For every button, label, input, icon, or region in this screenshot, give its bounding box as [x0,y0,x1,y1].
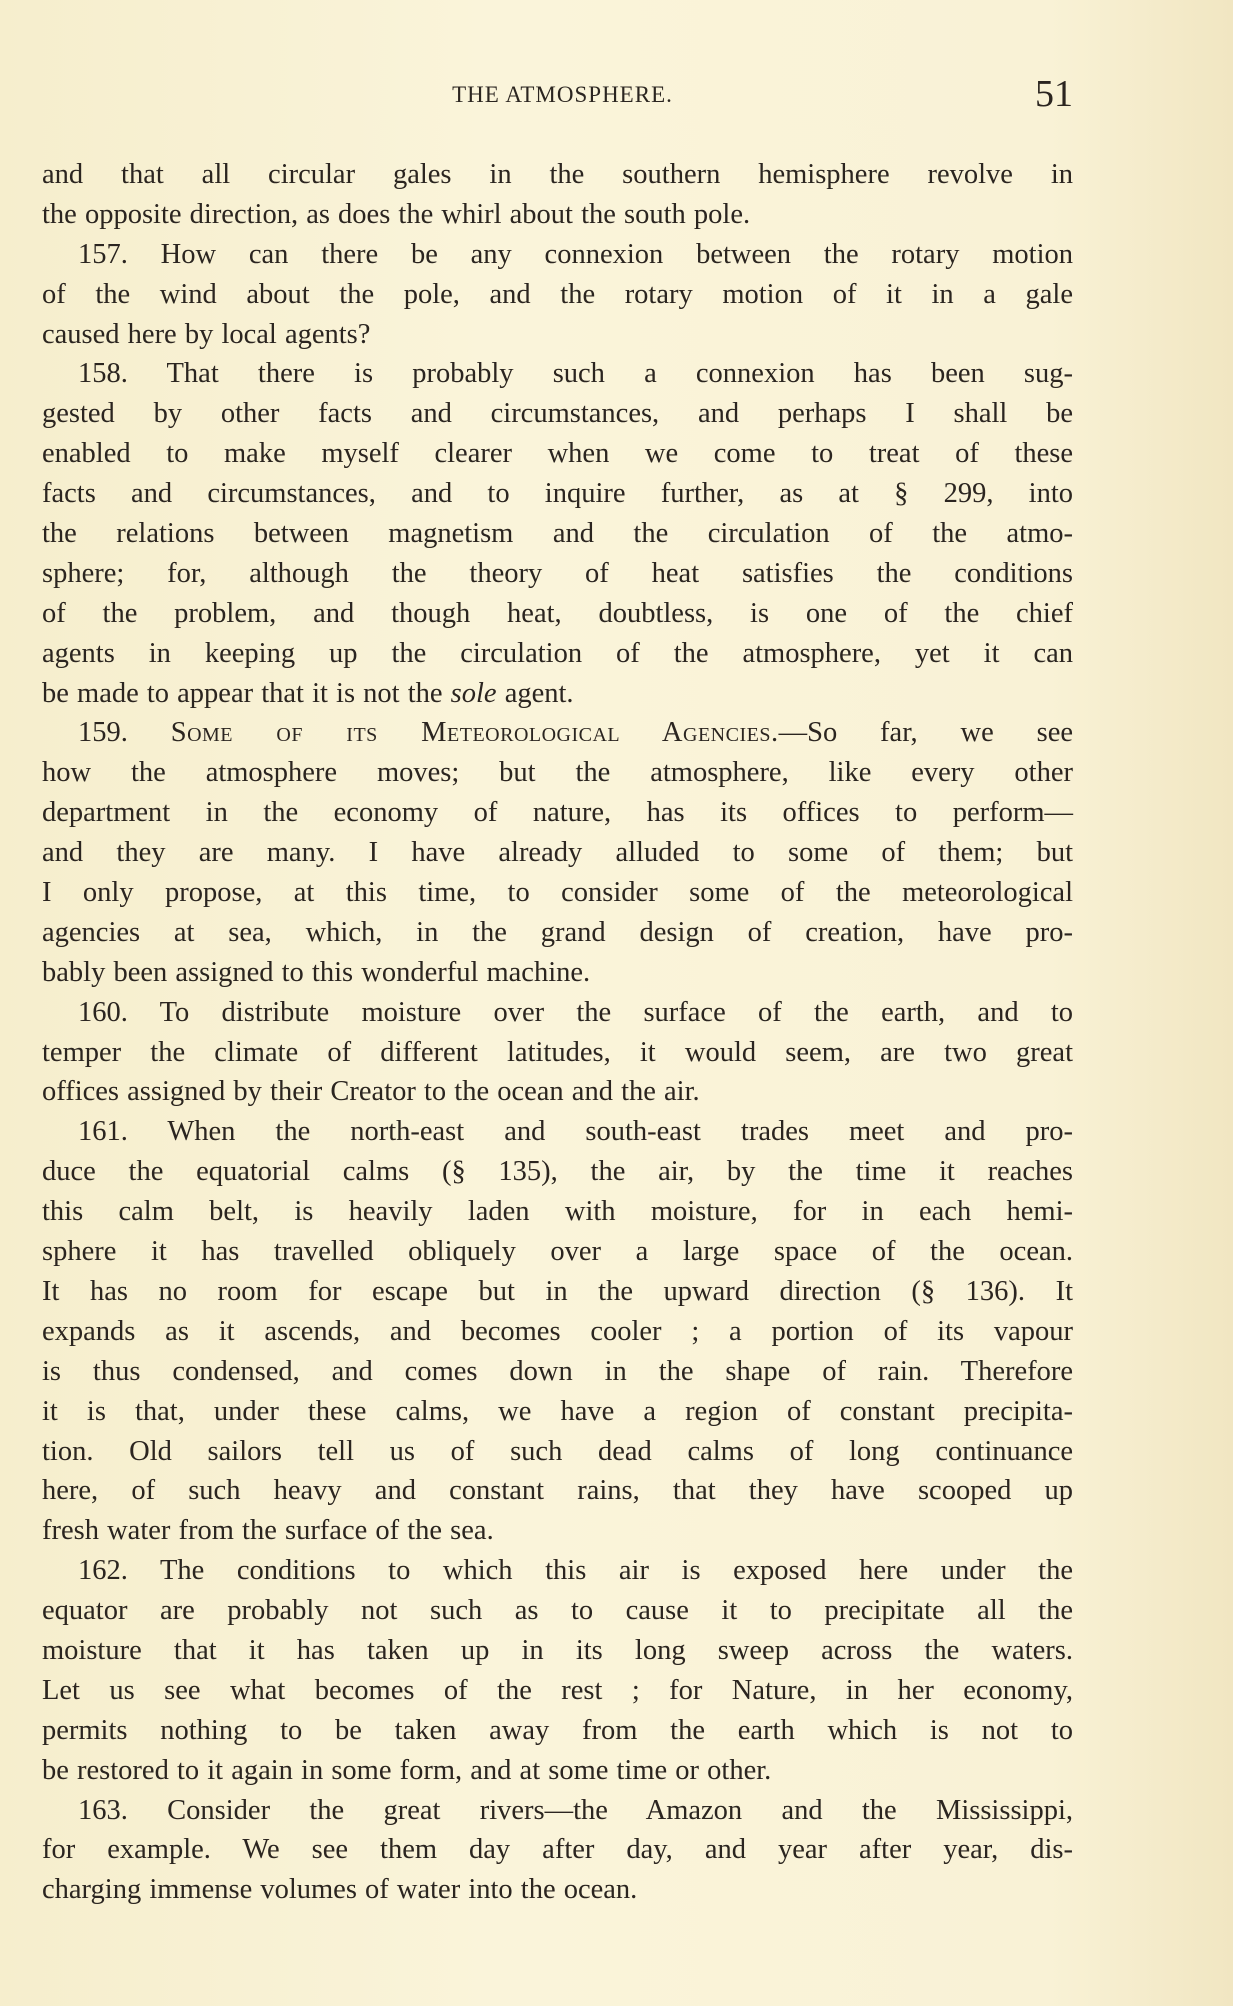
text-line [42,394,1073,434]
text-segment: of the wind about the pole, and the rotary motion of it in a gale [42,278,1073,310]
text-segment: the opposite direction, as does the whirl about the south pole. [42,198,751,230]
text-line [42,235,1073,275]
text-line [42,953,1073,993]
text-segment: offices assigned by their Creator to the ocean and the air. [42,1076,700,1108]
text-line [42,594,1073,634]
text-line [42,474,1073,514]
text-line [42,1352,1073,1392]
text-segment: 159. [78,717,171,749]
text-line [42,833,1073,873]
text-segment: moisture that it has taken up in its long sweep across the waters. [42,1634,1073,1666]
text-segment: temper the climate of different latitudes, it would seem, are two great [42,1036,1073,1068]
italic-text: sole [450,677,497,709]
text-line [42,275,1073,315]
text-segment: gested by other facts and circumstances, and perhaps I shall be [42,398,1073,430]
text-segment: here, of such heavy and constant rains, that they have scooped up [42,1475,1073,1507]
text-line [42,1791,1073,1831]
running-title: THE ATMOSPHERE. [452,82,673,107]
text-segment: and that all circular gales in the southern hemisphere revolve in [42,159,1073,190]
text-line [42,434,1073,474]
text-segment: 162. The conditions to which this air is exposed here under the [78,1555,1073,1587]
text-segment: facts and circumstances, and to inquire further, as at § 299, into [42,478,1073,510]
text-segment: enabled to make myself clearer when we come to treat of these [42,438,1073,470]
text-segment: for example. We see them day after day, and year after year, dis- [42,1834,1073,1866]
text-line [42,1112,1073,1152]
text-line [42,674,1073,714]
text-segment: 160. To distribute moisture over the surface of the earth, and to [78,996,1073,1028]
text-line [42,1392,1073,1432]
text-line [42,354,1073,394]
text-segment: caused here by local agents? [42,318,371,350]
text-segment: —So far, we see [778,717,1074,749]
text-segment: tion. Old sailors tell us of such dead calms of long continuance [42,1435,1073,1467]
text-segment: 158. That there is probably such a connexion has been sug- [78,358,1073,390]
text-segment: is thus condensed, and comes down in the shape of rain. Therefore [42,1355,1073,1387]
text-line [42,195,1073,235]
text-line [42,315,1073,355]
text-segment: fresh water from the surface of the sea. [42,1515,494,1547]
section-heading: Some of its Meteorological Agencies. [170,717,779,749]
text-segment: sphere it has travelled obliquely over a large space of the ocean. [42,1236,1073,1268]
text-line [42,1312,1073,1352]
text-line [42,873,1073,913]
text-segment: 163. Consider the great rivers—the Amazon and the Mississippi, [78,1794,1073,1826]
text-segment: it is that, under these calms, we have a region of constant precipita- [42,1395,1073,1427]
page-header [42,73,1073,115]
text-line [42,1870,1073,1910]
text-line [42,514,1073,554]
text-line [42,1591,1073,1631]
text-segment: bably been assigned to this wonderful machine. [42,956,591,988]
text-segment: agencies at sea, which, in the grand design of creation, have pro- [42,916,1073,948]
page-number: 51 [1035,73,1073,115]
text-line [42,1152,1073,1192]
text-line [42,753,1073,793]
text-segment: 161. When the north-east and south-east trades meet and pro- [78,1116,1073,1148]
text-segment: expands as it ascends, and becomes cooler ; a portion of its vapour [42,1315,1073,1347]
text-segment: how the atmosphere moves; but the atmosphere, like every other [42,757,1073,789]
text-segment: and they are many. I have already alluded to some of them; but [42,837,1073,869]
text-line [42,1471,1073,1511]
text-segment: be restored to it again in some form, and at some time or other. [42,1754,772,1786]
text-line [42,1192,1073,1232]
text-segment: agents in keeping up the circulation of the atmosphere, yet it can [42,637,1073,669]
text-line [42,1033,1073,1073]
text-line [42,1830,1073,1870]
text-segment: the relations between magnetism and the circulation of the atmo- [42,518,1073,550]
text-segment: It has no room for escape but in the upward direction (§ 136). It [42,1275,1073,1307]
text-line [42,1272,1073,1312]
text-segment: I only propose, at this time, to consider some of the meteorological [42,877,1073,909]
text-line [42,155,1073,195]
text-line [42,1072,1073,1112]
text-segment: 157. How can there be any connexion between the rotary motion [78,238,1073,270]
text-segment: agent. [496,677,574,709]
text-segment: of the problem, and though heat, doubtless, is one of the chief [42,597,1073,629]
text-line [42,1671,1073,1711]
text-segment: Let us see what becomes of the rest ; for Nature, in her economy, [42,1674,1073,1706]
text-segment: this calm belt, is heavily laden with moisture, for in each hemi- [42,1196,1073,1228]
text-line [42,713,1073,753]
text-segment: department in the economy of nature, has its offices to perform— [42,797,1073,829]
body-text [42,155,1073,1910]
text-segment: permits nothing to be taken away from the earth which is not to [42,1714,1073,1746]
text-line [42,913,1073,953]
text-line [42,634,1073,674]
text-segment: be made to appear that it is not the [42,677,451,709]
text-line [42,1232,1073,1272]
text-line [42,1551,1073,1591]
text-line [42,1631,1073,1671]
text-line [42,1711,1073,1751]
text-line [42,993,1073,1033]
text-segment: charging immense volumes of water into the ocean. [42,1874,638,1906]
text-line [42,1751,1073,1791]
text-line [42,793,1073,833]
text-segment: sphere; for, although the theory of heat satisfies the conditions [42,557,1073,589]
text-segment: duce the equatorial calms (§ 135), the air, by the time it reaches [42,1156,1073,1188]
text-segment: equator are probably not such as to cause it to precipitate all the [42,1595,1073,1627]
text-line [42,1432,1073,1472]
text-line [42,1511,1073,1551]
text-line [42,554,1073,594]
